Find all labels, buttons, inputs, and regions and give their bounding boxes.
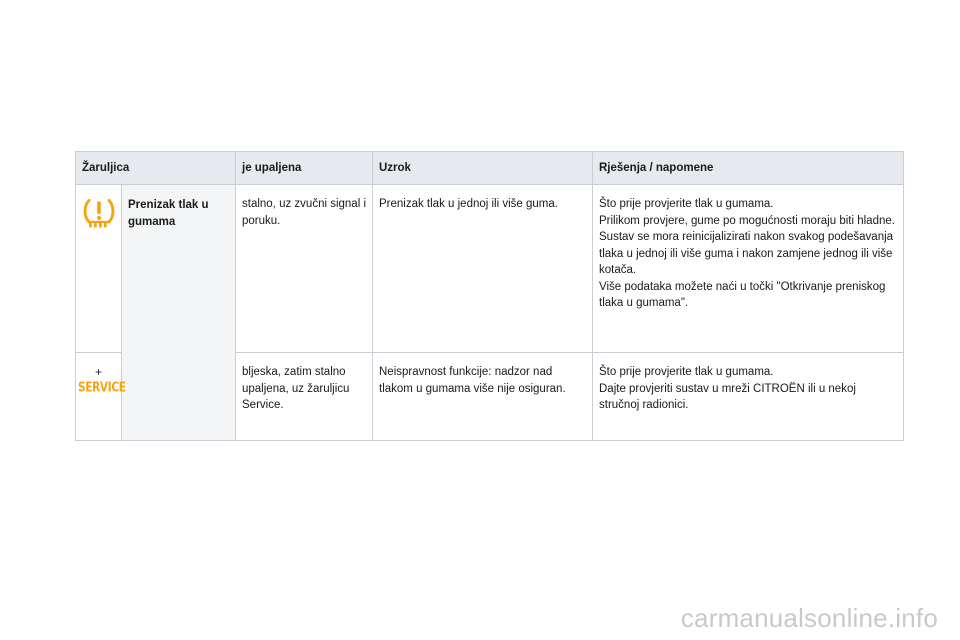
state-cell: stalno, uz zvučni signal i poruku. bbox=[236, 185, 373, 353]
solution-line: Što prije provjerite tlak u gumama. bbox=[599, 198, 774, 210]
warning-lights-table bbox=[75, 151, 904, 441]
table-row bbox=[76, 185, 904, 353]
header-warning-light: Žaruljica bbox=[76, 152, 236, 185]
table-header-row bbox=[76, 152, 904, 185]
state-cell: bljeska, zatim stalno upaljena, uz žaruljicu Service. bbox=[236, 353, 373, 441]
plus-sign: + bbox=[94, 365, 102, 379]
service-warning-icon: SERVICE bbox=[78, 380, 126, 396]
solution-cell bbox=[593, 185, 904, 353]
solution-line: Što prije provjerite tlak u gumama. bbox=[599, 366, 774, 378]
icon-cell bbox=[76, 185, 122, 353]
solution-cell bbox=[593, 353, 904, 441]
header-solution: Rješenja / napomene bbox=[593, 152, 904, 185]
header-state: je upaljena bbox=[236, 152, 373, 185]
cause-cell: Neispravnost funkcije: nadzor nad tlakom u gumama više nije osiguran. bbox=[373, 353, 593, 441]
warning-name-cell: Prenizak tlak u gumama bbox=[122, 185, 236, 441]
watermark: carmanualsonline.info bbox=[680, 603, 938, 633]
solution-line: Sustav se mora reinicijalizirati nakon svakog podešavanja tlaka u jednoj ili više guma i nakon zamjene jednog ili više kotača. bbox=[599, 231, 894, 276]
solution-line: Dajte provjeriti sustav u mreži CITROËN ili u nekoj stručnoj radionici. bbox=[599, 382, 856, 411]
header-cause: Uzrok bbox=[373, 152, 593, 185]
tire-pressure-warning-icon bbox=[81, 195, 117, 231]
icon-cell bbox=[76, 353, 126, 441]
solution-line: Više podataka možete naći u točki "Otkrivanje preniskog tlaka u gumama". bbox=[599, 280, 886, 309]
solution-line: Prilikom provjere, gume po mogućnosti moraju biti hladne. bbox=[599, 214, 895, 227]
cause-cell: Prenizak tlak u jednoj ili više guma. bbox=[373, 185, 593, 353]
